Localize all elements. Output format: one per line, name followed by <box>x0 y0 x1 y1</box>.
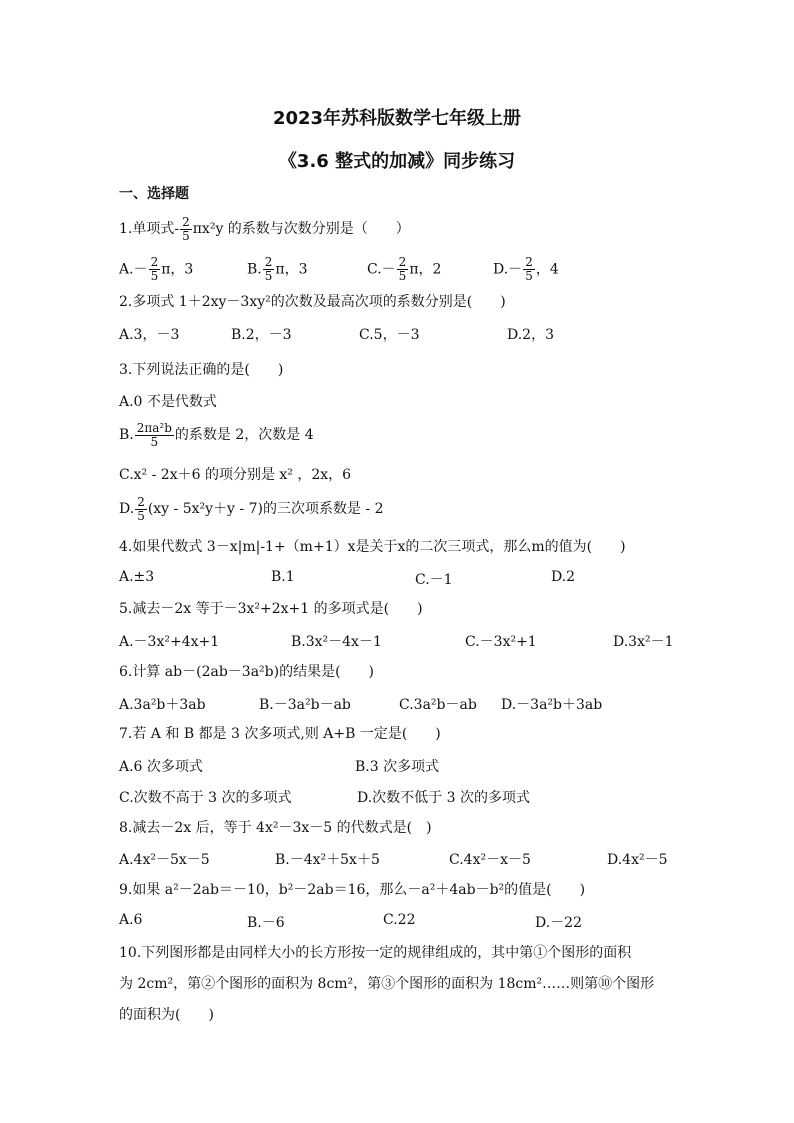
question-1-stem: 1.单项式- $\frac{2}{5}$ πx²y 的系数与次数分别是（ ） <box>119 214 410 243</box>
option-a: A.±3 <box>119 569 155 585</box>
question-5-options <box>119 631 719 653</box>
section-heading: 一、选择题 <box>119 186 189 202</box>
option-d: D.3x²－1 <box>613 634 674 650</box>
page-title: 2023年苏科版数学七年级上册 <box>272 108 522 129</box>
question-10-line-2: 为 2cm²，第②个图形的面积为 8cm²，第③个图形的面积为 18cm²……则第⑩个图形 <box>119 976 655 992</box>
option-a: A.4x²－5x－5 <box>119 852 210 868</box>
option-c: C.5，－3 <box>359 327 420 343</box>
option-a: A.－ $\frac{2}{5}$ π，3 <box>119 255 194 283</box>
option-d: D.4x²－5 <box>607 852 668 868</box>
option-a: A.3a²b＋3ab <box>119 697 206 713</box>
question-7-options-row-1 <box>119 756 719 778</box>
question-9-stem: 9.如果 a²－2ab＝－10，b²－2ab＝16，那么－a²＋4ab－b²的值是( ) <box>119 882 586 898</box>
option-c: C.4x²－x－5 <box>449 852 531 868</box>
option-d: D.2 <box>551 569 576 585</box>
option-b: B.3x²－4x－1 <box>291 634 382 650</box>
question-7-options-row-2 <box>119 787 719 809</box>
question-4-stem: 4.如果代数式 3－x|m|-1+（m+1）x是关于x的二次三项式，那么m的值为( ) <box>119 539 626 555</box>
question-3-option-c: C.x² - 2x＋6 的项分别是 x² ，2x，6 <box>119 467 352 483</box>
question-3-option-d: D. $\frac{2}{5}$ (xy - 5x²y＋y - 7)的三次项系数是 - 2 <box>119 494 384 523</box>
question-5-stem: 5.减去－2x 等于－3x²+2x+1 的多项式是( ) <box>119 601 423 617</box>
option-d: D.－22 <box>535 915 582 931</box>
option-b: B.2，－3 <box>231 327 292 343</box>
option-b: B.－3a²b－ab <box>259 697 351 713</box>
option-d: D.2，3 <box>507 327 554 343</box>
option-a: A.3，－3 <box>119 327 180 343</box>
question-3-option-a: A.0 不是代数式 <box>119 394 217 410</box>
option-c: C.－3x²+1 <box>465 634 537 650</box>
option-d: D.－ $\frac{2}{5}$ ，4 <box>493 255 559 283</box>
option-d: D.次数不低于 3 次的多项式 <box>357 790 530 806</box>
question-9-options <box>119 912 719 934</box>
fraction: $\frac{\text{2πa²b}}{5}$ <box>136 420 172 449</box>
question-2-options <box>119 324 719 346</box>
option-a: A.－3x²+4x+1 <box>119 634 220 650</box>
question-8-stem: 8.减去－2x 后，等于 4x²－3x－5 的代数式是( ) <box>119 820 432 836</box>
option-a: A.6 次多项式 <box>119 759 203 775</box>
question-10-line-3: 的面积为( ) <box>119 1007 214 1023</box>
option-b: B. $\frac{2}{5}$ π，3 <box>247 255 308 283</box>
option-c: C.次数不高于 3 次的多项式 <box>119 790 292 806</box>
option-b: B.－6 <box>247 915 285 931</box>
page-subtitle: 《3.6 整式的加减》同步练习 <box>278 151 516 172</box>
option-b: B.1 <box>271 569 295 585</box>
question-3-stem: 3.下列说法正确的是( ) <box>119 362 284 378</box>
option-b: B.－4x²＋5x＋5 <box>275 852 380 868</box>
option-a: A.6 <box>119 912 143 928</box>
option-c: C.3a²b－ab <box>399 697 477 713</box>
option-d: D.－3a²b＋3ab <box>501 697 603 713</box>
option-b: B.3 次多项式 <box>355 759 440 775</box>
question-2-stem: 2.多项式 1＋2xy－3xy²的次数及最高次项的系数分别是( ) <box>119 294 506 310</box>
option-c: C.－ $\frac{2}{5}$ π，2 <box>367 255 442 283</box>
fraction: $\frac{2}{5}$ <box>182 214 190 243</box>
option-c: C.－1 <box>415 572 453 588</box>
option-c: C.22 <box>383 912 416 928</box>
fraction: $\frac{2}{5}$ <box>137 494 145 523</box>
question-6-options <box>119 694 719 716</box>
question-6-stem: 6.计算 ab－(2ab－3a²b)的结果是( ) <box>119 664 375 680</box>
question-8-options <box>119 849 719 871</box>
question-1-options <box>119 252 719 292</box>
question-10-line-1: 10.下列图形都是由同样大小的长方形按一定的规律组成的，其中第①个图形的面积 <box>119 945 632 961</box>
question-4-options <box>119 569 719 591</box>
question-7-stem: 7.若 A 和 B 都是 3 次多项式,则 A+B 一定是( ) <box>119 726 441 742</box>
question-3-option-b: B. $\frac{\text{2πa²b}}{5}$ 的系数是 2，次数是 4 <box>119 420 314 449</box>
